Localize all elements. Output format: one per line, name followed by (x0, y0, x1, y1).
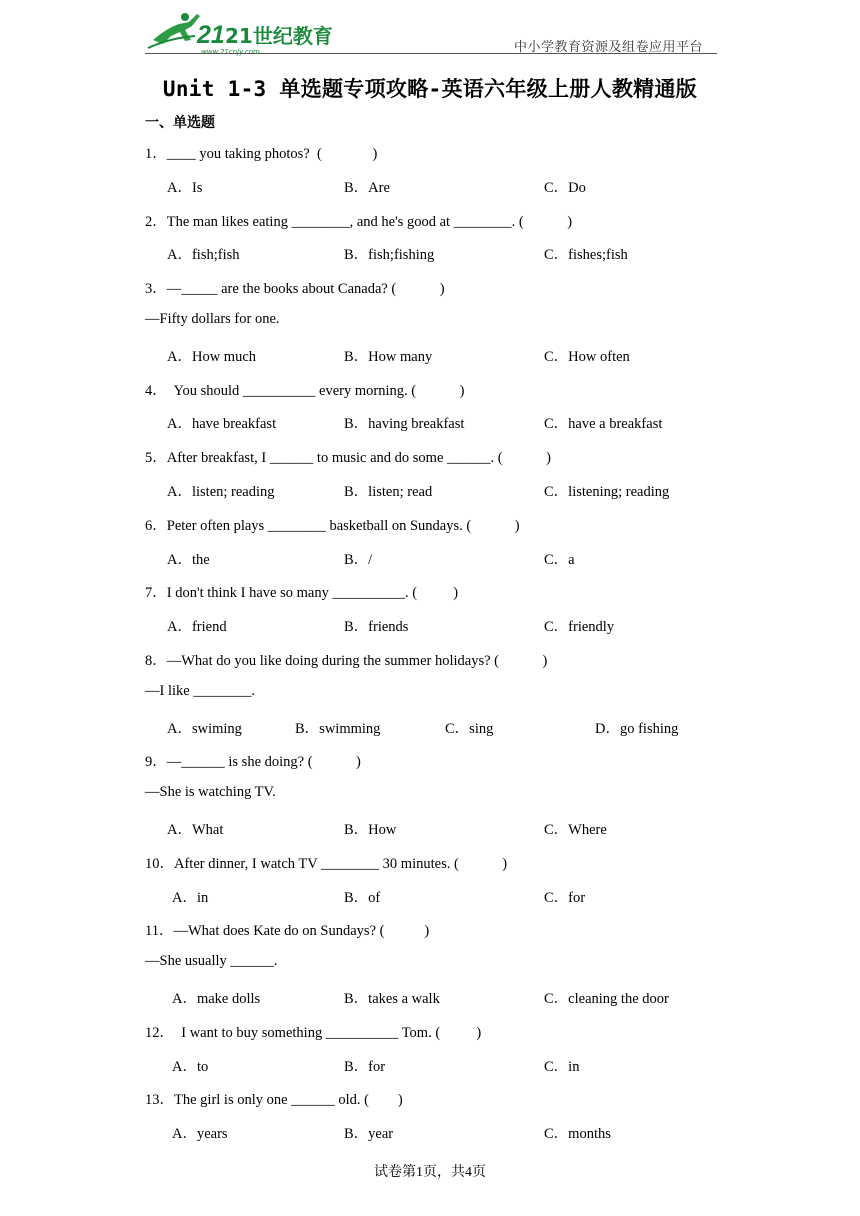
option-a: A．friend (167, 619, 227, 636)
option-c: C．listening; reading (544, 484, 670, 500)
logo-text: 21世纪教育 (225, 24, 333, 48)
option-a: A．make dolls (172, 991, 261, 1007)
option-c: C．cleaning the door (544, 991, 669, 1007)
header-divider (145, 53, 717, 54)
page-footer: 试卷第1页，共4页 (374, 1165, 486, 1180)
option-b: B．for (344, 1058, 386, 1075)
option-c: C．Where (544, 822, 607, 838)
option-c: C．have a breakfast (544, 416, 663, 433)
question-stem: 2．The man likes eating ________, and he's good at ________. ( ) (145, 213, 573, 230)
option-b: B．year (344, 1126, 394, 1143)
svg-text:21: 21 (197, 21, 225, 49)
question-stem: 9．—______ is she doing? ( ) (145, 754, 361, 771)
question-stem: 7．I don't think I have so many __________. ( ) (145, 585, 459, 602)
option-b: B．friends (344, 619, 409, 636)
option-a: A．swiming (167, 720, 242, 737)
option-b: B．of (344, 889, 381, 906)
option-c: C．fishes;fish (544, 247, 628, 264)
option-b: B．having breakfast (344, 416, 465, 433)
option-b: B．swimming (295, 720, 381, 737)
option-c: C．How often (544, 348, 630, 365)
option-a: A．fish;fish (167, 247, 240, 264)
option-b: B．fish;fishing (344, 247, 435, 264)
option-a: A．have breakfast (167, 416, 277, 433)
option-d: D．go fishing (595, 720, 679, 737)
question-stem: 6．Peter often plays ________ basketball on Sundays. ( ) (145, 517, 520, 534)
question-stem: 4． You should __________ every morning. ( ) (145, 382, 465, 399)
question-stem: 3．—_____ are the books about Canada? ( ) (145, 281, 445, 298)
option-b: B．How (344, 822, 397, 838)
question-line: —I like ________. (145, 682, 255, 699)
option-b: B．Are (344, 179, 390, 196)
option-a: A．in (172, 889, 209, 906)
question-line: —She is watching TV. (145, 784, 276, 801)
platform-name: 中小学教育资源及组卷应用平台 (513, 40, 703, 55)
option-c: C．for (544, 889, 586, 906)
option-c: C．friendly (544, 619, 615, 636)
question-stem: 8．—What do you like doing during the summer holidays? ( ) (145, 653, 548, 669)
option-a: A．Is (167, 179, 203, 196)
page-title: Unit 1-3 单选题专项攻略-英语六年级上册人教精通版 (162, 77, 698, 101)
option-b: B．How many (344, 348, 433, 365)
option-c: C．months (544, 1126, 611, 1143)
option-b: B．/ (344, 551, 373, 568)
option-a: A．years (172, 1126, 228, 1143)
section-heading: 一、单选题 (145, 115, 215, 131)
question-stem: 12． I want to buy something __________ Tom. ( ) (145, 1024, 482, 1041)
question-stem: 5．After breakfast, I ______ to music and do some ______. ( ) (145, 450, 551, 467)
logo-url: www.21cnjy.com (201, 48, 260, 56)
option-a: A．What (167, 822, 224, 838)
option-c: C．in (544, 1058, 580, 1075)
option-c: C．a (544, 551, 575, 568)
option-a: A．the (167, 551, 210, 568)
question-stem: 13．The girl is only one ______ old. ( ) (145, 1092, 403, 1109)
option-b: B．listen; read (344, 484, 433, 500)
option-a: A．listen; reading (167, 484, 275, 500)
question-line: —She usually ______. (145, 953, 278, 970)
option-a: A．to (172, 1058, 209, 1075)
question-stem: 11．—What does Kate do on Sundays? ( ) (145, 923, 430, 940)
option-c: C．sing (445, 720, 494, 737)
option-a: A．How much (167, 348, 257, 365)
question-stem: 1．____ you taking photos? ( ) (145, 146, 378, 162)
option-c: C．Do (544, 179, 586, 196)
question-stem: 10．After dinner, I watch TV ________ 30 minutes. ( ) (145, 855, 508, 872)
option-b: B．takes a walk (344, 991, 440, 1007)
runner-logo-icon (145, 10, 333, 56)
logo (145, 10, 333, 56)
question-line: —Fifty dollars for one. (145, 311, 280, 327)
